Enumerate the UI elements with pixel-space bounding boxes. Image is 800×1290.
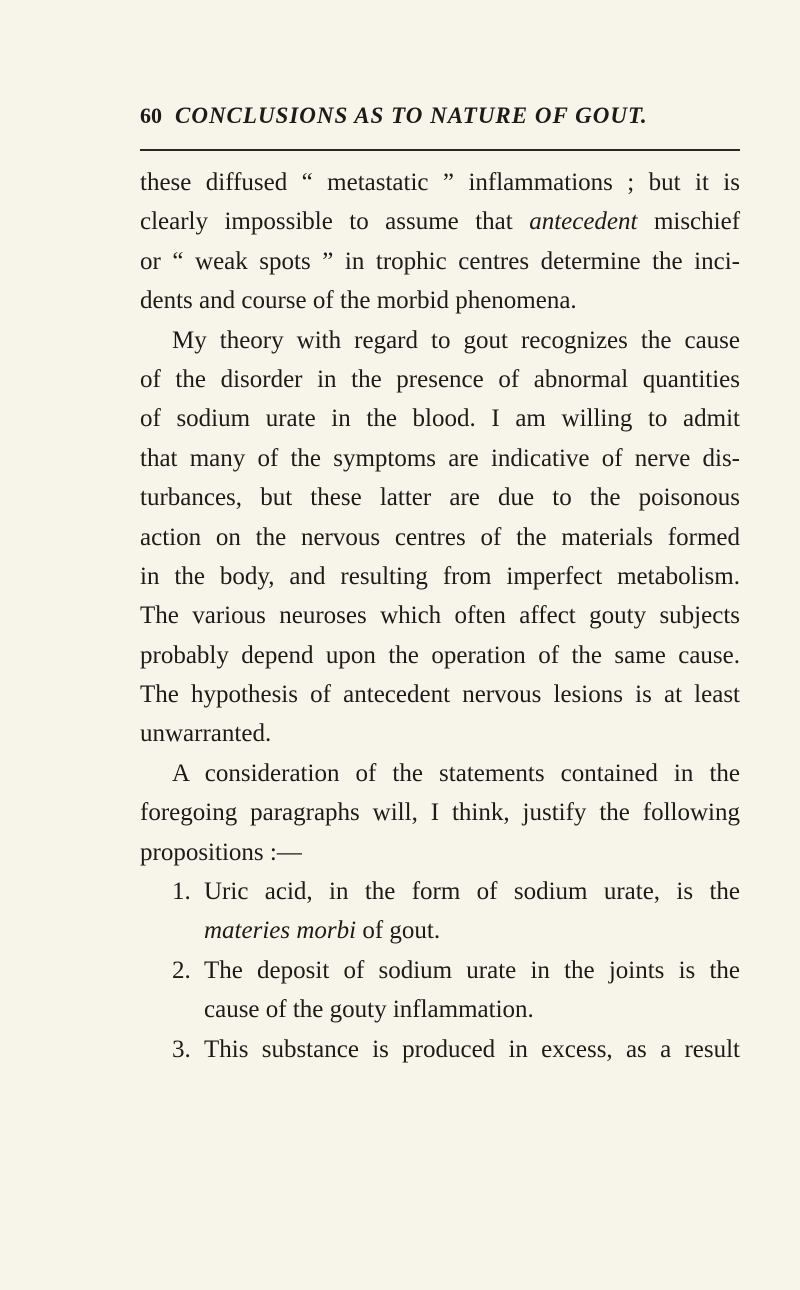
proposition-2: 2. The deposit of sodium urate in the joints is the bbox=[172, 956, 740, 984]
text-line: clearly impossible to assume that antecedent mischief bbox=[140, 208, 741, 236]
running-title: CONCLUSIONS AS TO NATURE OF GOUT. bbox=[175, 103, 648, 128]
text-line: dents and course of the morbid phenomena. bbox=[140, 287, 577, 315]
italic-term: materies morbi bbox=[204, 917, 357, 945]
text-line: action on the nervous centres of the materials formed bbox=[140, 523, 740, 551]
paragraph-start: A consideration of the statements contained in the bbox=[172, 759, 740, 787]
text-line: propositions :— bbox=[140, 838, 302, 866]
text-line: in the body, and resulting from imperfect metabolism. bbox=[140, 562, 740, 590]
page-number: 60 bbox=[140, 103, 162, 128]
paragraph-start: My theory with regard to gout recognizes the cause bbox=[172, 326, 740, 354]
text-line: that many of the symptoms are indicative of nerve dis- bbox=[140, 444, 740, 472]
proposition-3: 3. This substance is produced in excess, as a result bbox=[172, 1035, 740, 1063]
body-text bbox=[140, 163, 740, 1069]
text-line: unwarranted. bbox=[140, 720, 272, 748]
proposition-1-cont: materies morbi of gout. bbox=[204, 917, 441, 945]
page-header bbox=[140, 103, 740, 151]
text-line: probably depend upon the operation of the same cause. bbox=[140, 641, 740, 669]
proposition-2-cont: cause of the gouty inflammation. bbox=[204, 996, 534, 1024]
text-line: turbances, but these latter are due to the poisonous bbox=[140, 484, 740, 512]
text-line: or “ weak spots ” in trophic centres determine the inci- bbox=[140, 247, 740, 275]
text-line: The hypothesis of antecedent nervous lesions is at least bbox=[140, 681, 740, 709]
italic-term: antecedent bbox=[529, 208, 638, 236]
text-line: these diffused “ metastatic ” inflammations ; but it is bbox=[140, 169, 740, 196]
text-line: The various neuroses which often affect gouty subjects bbox=[140, 602, 740, 630]
proposition-1: 1. Uric acid, in the form of sodium urate, is the bbox=[172, 878, 740, 906]
text-line: of the disorder in the presence of abnormal quantities bbox=[140, 365, 740, 393]
text-line: of sodium urate in the blood. I am willing to admit bbox=[140, 405, 740, 433]
text-line: foregoing paragraphs will, I think, justify the following bbox=[140, 799, 740, 827]
